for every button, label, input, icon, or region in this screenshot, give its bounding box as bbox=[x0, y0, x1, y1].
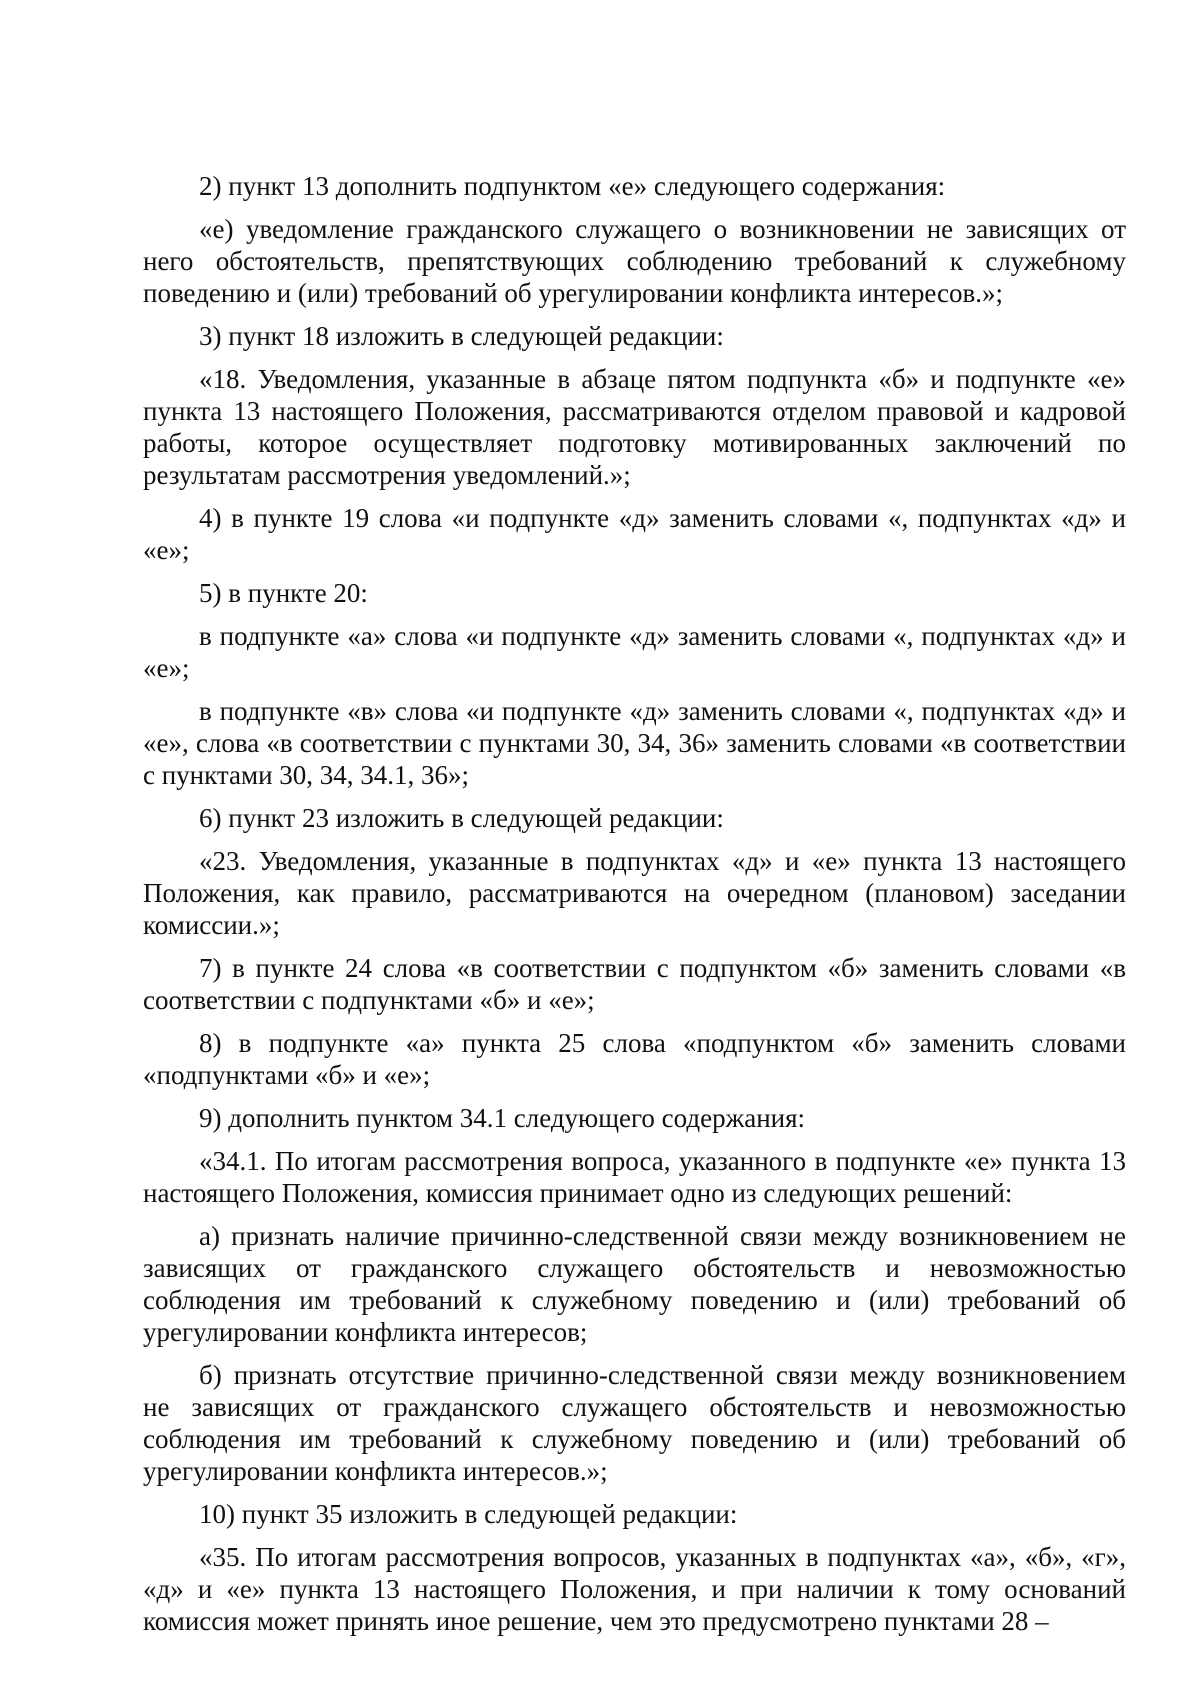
paragraph-1: 2) пункт 13 дополнить подпунктом «е» следующего содержания: bbox=[199, 171, 946, 201]
paragraph-4: «18. Уведомления, указанные в абзаце пятом подпункта «б» и подпункте «е» пункта 13 настоящего Положения, рассматриваются отделом правовой и кадровой работы, которое осуществляет подготовку мотивированных заключений по результатам рассмотрения уведомлений.»; bbox=[143, 364, 1126, 490]
paragraph-5: 4) в пункте 19 слова «и подпункте «д» заменить словами «, подпунктах «д» и «е»; bbox=[143, 503, 1126, 565]
paragraph-8: в подпункте «в» слова «и подпункте «д» заменить словами «, подпунктах «д» и «е», слова «в соответствии с пунктами 30, 34, 36» заменить словами «в соответствии с пунктами 30, 34, 34.1, 36»; bbox=[143, 696, 1126, 790]
paragraph-6: 5) в пункте 20: bbox=[199, 578, 368, 608]
paragraph-9: 6) пункт 23 изложить в следующей редакции: bbox=[199, 803, 724, 833]
paragraph-2: «е) уведомление гражданского служащего о возникновении не зависящих от него обстоятельств, препятствующих соблюдению требований к служебному поведению и (или) требований об урегулировании конфликта интересов.»; bbox=[143, 214, 1126, 308]
paragraph-10: «23. Уведомления, указанные в подпунктах «д» и «е» пункта 13 настоящего Положения, как правило, рассматриваются на очередном (плановом) заседании комиссии.»; bbox=[143, 846, 1126, 940]
paragraph-11: 7) в пункте 24 слова «в соответствии с подпунктом «б» заменить словами «в соответствии с подпунктами «б» и «е»; bbox=[143, 953, 1126, 1015]
paragraph-3: 3) пункт 18 изложить в следующей редакции: bbox=[199, 321, 724, 351]
paragraph-14: «34.1. По итогам рассмотрения вопроса, указанного в подпункте «е» пункта 13 настоящего Положения, комиссия принимает одно из следующих решений: bbox=[143, 1146, 1126, 1208]
paragraph-15: а) признать наличие причинно-следственной связи между возникновением не зависящих от гражданского служащего обстоятельств и невозможностью соблюдения им требований к служебному поведению и (или) требований об урегулировании конфликта интересов; bbox=[143, 1221, 1126, 1347]
paragraph-17: 10) пункт 35 изложить в следующей редакции: bbox=[199, 1499, 738, 1529]
paragraph-7: в подпункте «а» слова «и подпункте «д» заменить словами «, подпунктах «д» и «е»; bbox=[143, 621, 1126, 683]
paragraph-16: б) признать отсутствие причинно-следственной связи между возникновением не зависящих от гражданского служащего обстоятельств и невозможностью соблюдения им требований к служебному поведению и (или) требований об урегулировании конфликта интересов.»; bbox=[143, 1360, 1126, 1486]
paragraph-13: 9) дополнить пунктом 34.1 следующего содержания: bbox=[199, 1103, 806, 1133]
paragraph-18: «35. По итогам рассмотрения вопросов, указанных в подпунктах «а», «б», «г», «д» и «е» пункта 13 настоящего Положения, и при наличии к тому оснований комиссия может принять иное решение, чем это предусмотрено пунктами 28 – bbox=[143, 1542, 1126, 1636]
paragraph-12: 8) в подпункте «а» пункта 25 слова «подпунктом «б» заменить словами «подпунктами «б» и «е»; bbox=[143, 1028, 1126, 1090]
